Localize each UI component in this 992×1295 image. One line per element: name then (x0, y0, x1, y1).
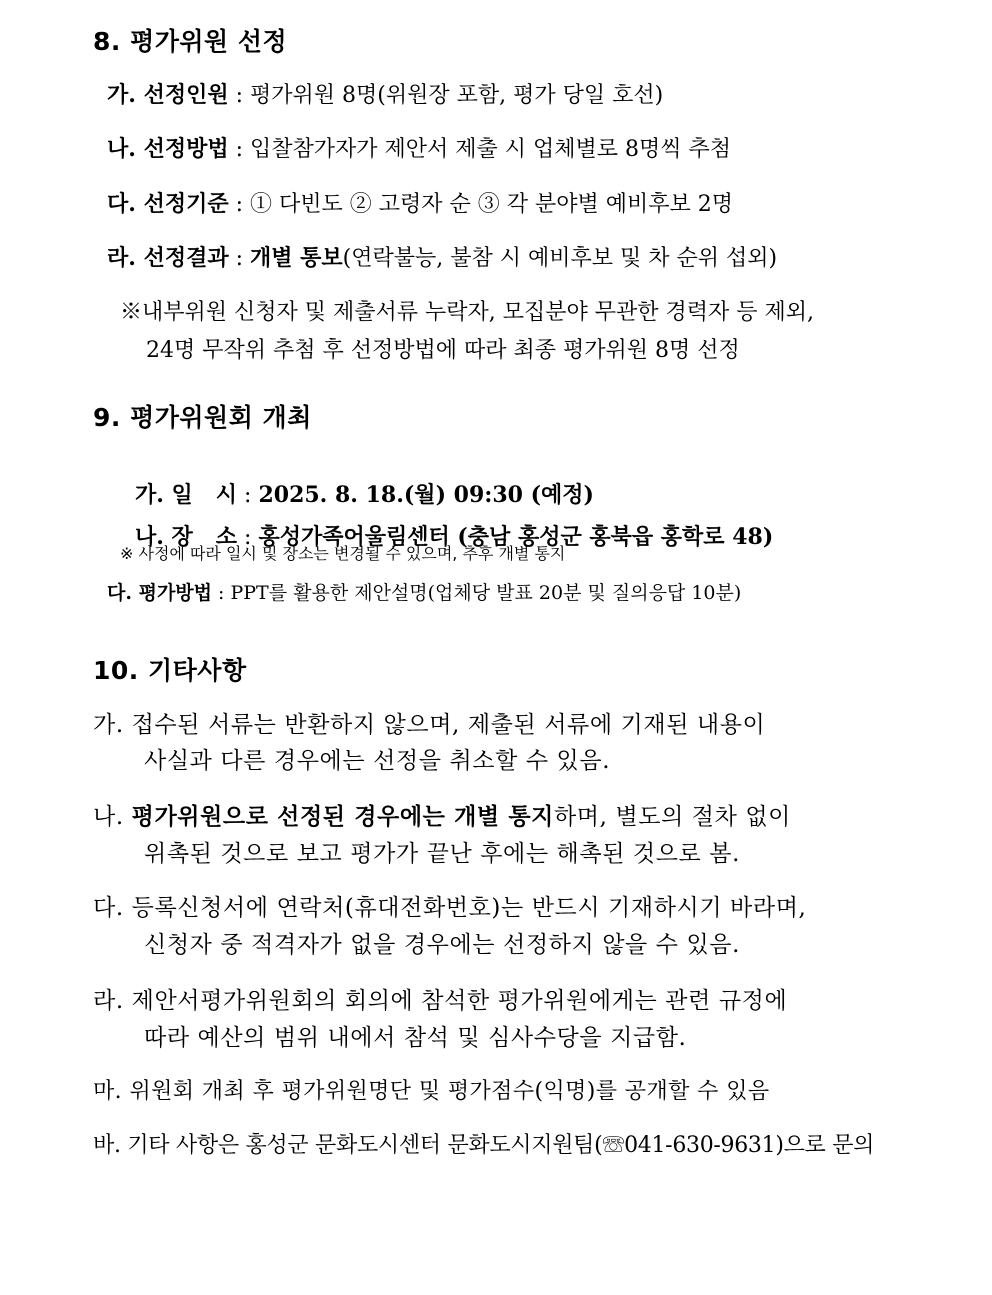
s9-item-b-label: 나. 장 소 (134, 524, 238, 550)
s10-item-f: 바. 기타 사항은 홍성군 문화도시센터 문화도시지원팀(☏041-630-9631)으로 문의 (93, 1133, 875, 1158)
s10-item-a-line1: 가. 접수된 서류는 반환하지 않으며, 제출된 서류에 기재된 내용이 (93, 712, 766, 738)
separator: : (228, 83, 250, 108)
s8-item-d-label: 라. 선정결과 (107, 245, 229, 271)
s8-item-c-text: ① 다빈도 ② 고령자 순 ③ 각 분야별 예비후보 2명 (250, 192, 733, 217)
s8-note-line2: 24명 무작위 추첨 후 선정방법에 따라 최종 평가위원 8명 선정 (146, 338, 740, 363)
s8-item-d-bold: 개별 통보 (250, 245, 343, 271)
s8-item-a (107, 78, 663, 109)
s10-item-b-line2: 위촉된 것으로 보고 평가가 끝난 후에는 해촉된 것으로 봄. (144, 841, 741, 867)
s10-item-a-line2: 사실과 다른 경우에는 선정을 취소할 수 있음. (144, 748, 611, 774)
separator: : (237, 483, 259, 508)
s10-item-b-prefix: 나. (93, 804, 132, 830)
separator: : (237, 525, 259, 550)
s8-item-c-label: 다. 선정기준 (107, 191, 229, 217)
separator: : (212, 582, 231, 604)
s10-item-b-rest: 하며, 별도의 절차 없이 (553, 804, 791, 830)
s10-item-e: 마. 위원회 개최 후 평가위원명단 및 평가점수(익명)를 공개할 수 있음 (93, 1079, 770, 1104)
s8-item-b (107, 132, 731, 163)
separator: : (228, 246, 250, 271)
s9-item-a-label: 가. 일 시 (134, 482, 238, 508)
s9-note: ※ 사정에 따라 일시 및 장소는 변경될 수 있으며, 추후 개별 통지 (120, 544, 566, 563)
section-8-heading: 8. 평가위원 선정 (93, 27, 288, 56)
s8-item-c (107, 187, 733, 218)
s8-item-a-text: 평가위원 8명(위원장 포함, 평가 당일 호선) (250, 83, 664, 108)
s9-item-a-text: 2025. 8. 18.(월) 09:30 (예정) (258, 482, 594, 508)
section-9-heading: 9. 평가위원회 개최 (93, 403, 312, 432)
s10-item-d-line2: 따라 예산의 범위 내에서 참석 및 심사수당을 지급함. (144, 1025, 687, 1051)
s8-item-b-label: 나. 선정방법 (107, 136, 229, 162)
s9-item-b-text: 홍성가족어울림센터 (충남 홍성군 홍북읍 홍학로 48) (258, 524, 774, 550)
s10-item-c-line1: 다. 등록신청서에 연락처(휴대전화번호)는 반드시 기재하시기 바라며, (93, 895, 807, 921)
s10-item-c-line2: 신청자 중 적격자가 없을 경우에는 선정하지 않을 수 있음. (144, 932, 741, 958)
s8-item-a-label: 가. 선정인원 (107, 82, 229, 108)
s10-item-b-bold: 평가위원으로 선정된 경우에는 개별 통지 (131, 803, 554, 830)
s9-item-c (107, 578, 741, 605)
s9-item-c-label: 다. 평가방법 (107, 582, 212, 604)
separator: : (228, 137, 250, 162)
s10-item-b-line1 (93, 798, 791, 831)
s8-item-d-text: (연락불능, 불참 시 예비후보 및 차 순위 섭외) (342, 246, 778, 271)
s9-item-c-text: PPT를 활용한 제안설명(업체당 발표 20분 및 질의응답 10분) (230, 582, 742, 604)
s8-note-line1: ※내부위원 신청자 및 제출서류 누락자, 모집분야 무관한 경력자 등 제외, (120, 300, 814, 325)
section-10-heading: 10. 기타사항 (93, 656, 247, 685)
s8-item-b-text: 입찰참가자가 제안서 제출 시 업체별로 8명씩 추첨 (250, 137, 731, 162)
s10-item-d-line1: 라. 제안서평가위원회의 회의에 참석한 평가위원에게는 관련 규정에 (93, 988, 788, 1014)
s8-item-d (107, 241, 777, 272)
separator: : (228, 192, 250, 217)
